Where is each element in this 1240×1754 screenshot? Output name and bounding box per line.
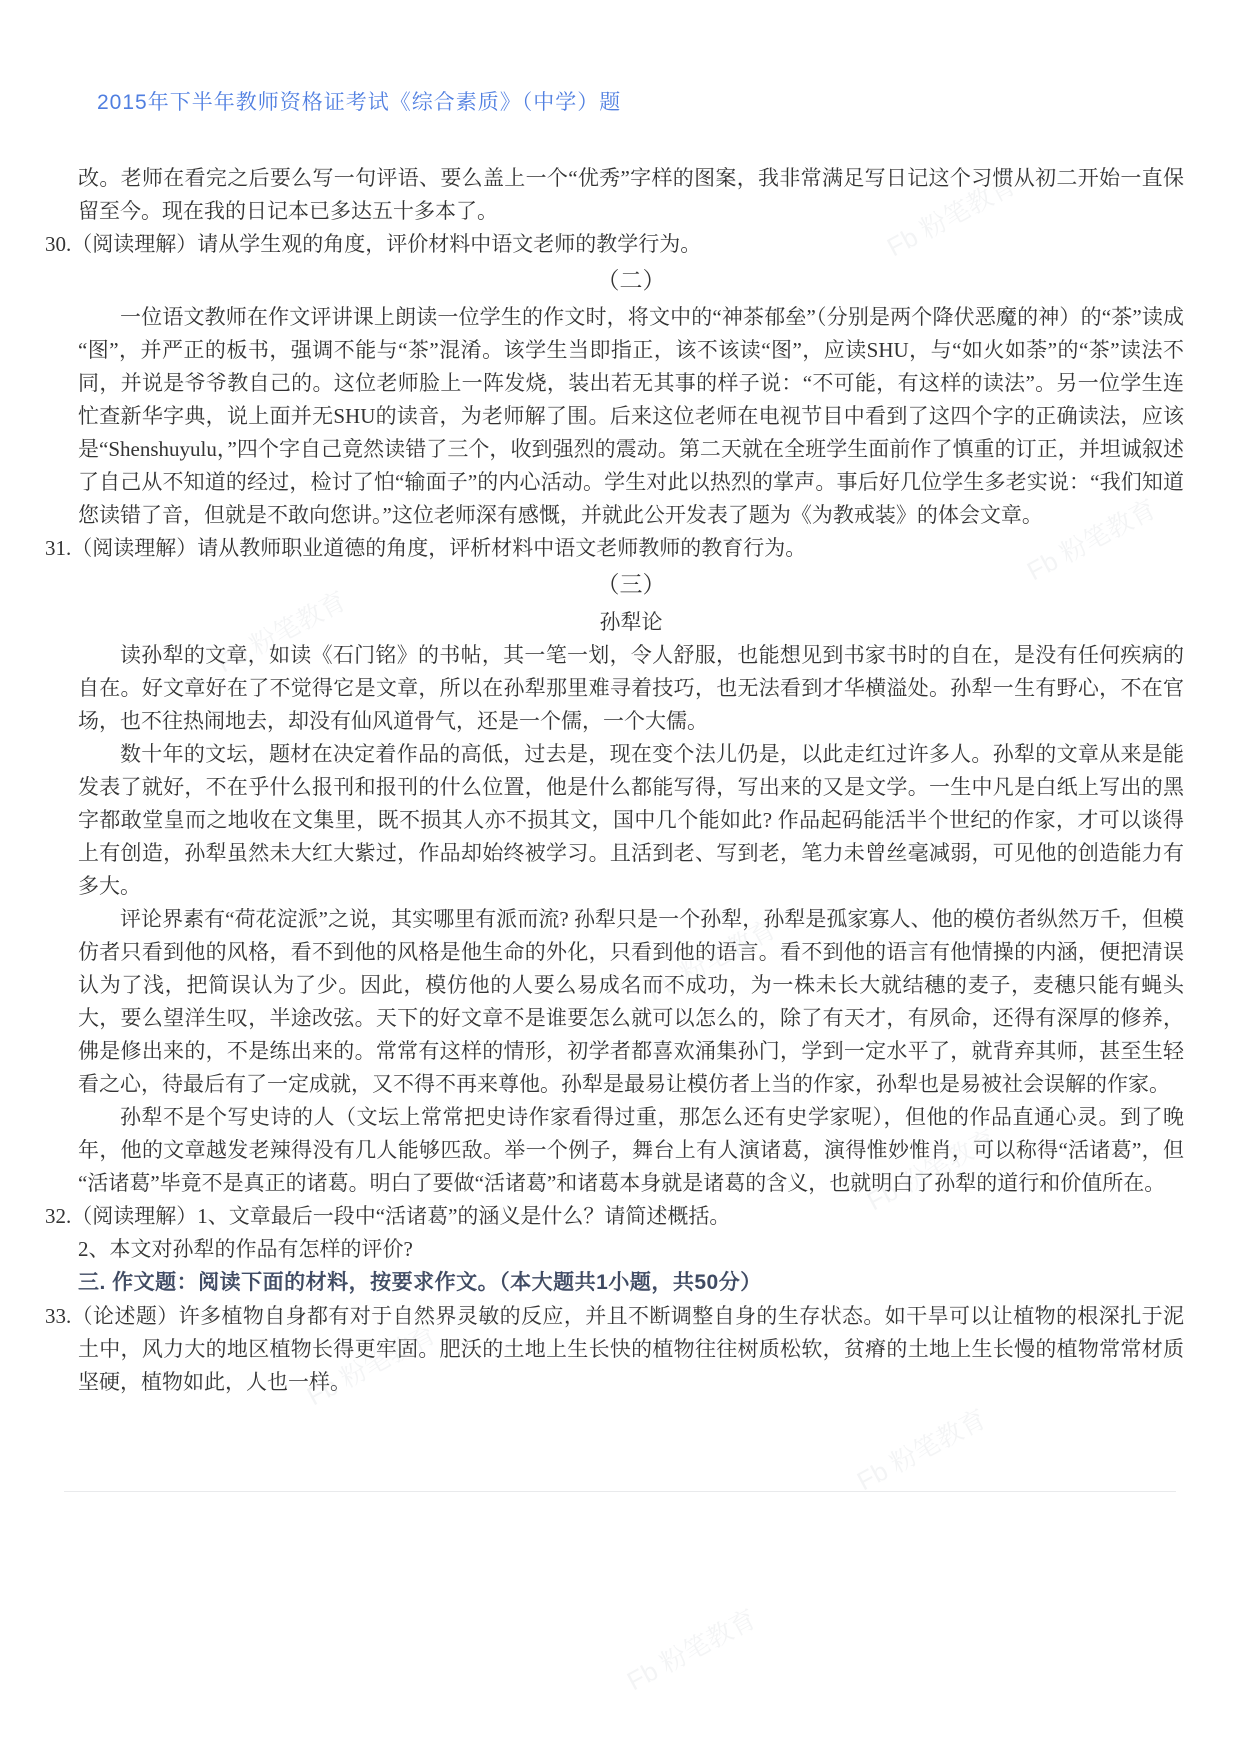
section-heading-3: （三）: [596, 572, 666, 597]
article-paragraph-4: 孙犁不是个写史诗的人（文坛上常常把史诗作家看得过重，那怎么还有史学家呢），但他的作品直通心灵。到了晚年，他的文章越发老辣得没有几人能够匹敌。举一个例子，舞台上有人演诸葛，演得惟妙惟肖，可以称得“活诸葛”，但“活诸葛”毕竟不是真正的诸葛。明白了要做“活诸葛”和诸葛本身就是诸葛的含义，也就明白了孙犁的道行和价值所在。: [78, 1105, 1184, 1195]
watermark: Fb 粉笔教育: [1021, 493, 1162, 587]
article-title: 孙犁论: [599, 610, 663, 634]
question-32-part-2: 2、本文对孙犁的作品有怎样的评价?: [78, 1237, 413, 1261]
section-heading-2: （二）: [596, 268, 666, 293]
watermark: Fb 粉笔教育: [211, 585, 352, 679]
continuation-paragraph: 改。老师在看完之后要么写一句评语、要么盖上一个“优秀”字样的图案，我非常满足写日记这个习惯从初二开始一直保留至今。现在我的日记本已多达五十多本了。: [78, 166, 1184, 223]
article-paragraph-1: 读孙犁的文章，如读《石门铭》的书帖，其一笔一划，令人舒服，也能想见到书家书时的自在，是没有任何疾病的自在。好文章好在了不觉得它是文章，所以在孙犁那里难寻着技巧，也无法看到才华横溢处。孙犁一生有野心，不在官场，也不往热闹地去，却没有仙风道骨气，还是一个儒，一个大儒。: [78, 643, 1184, 733]
page-bottom-divider: [64, 1491, 1176, 1492]
watermark: Fb 粉笔教育: [621, 1603, 762, 1697]
article-paragraph-2: 数十年的文坛，题材在决定着作品的高低，过去是，现在变个法儿仍是，以此走红过许多人。孙犁的文章从来是能发表了就好，不在乎什么报刊和报刊的什么位置，他是什么都能写得，写出来的又是文学。一生中凡是白纸上写出的黑字都敢堂皇而之地收在文集里，既不损其人亦不损其文，国中几个能如此? 作品起码能活半个世纪的作家，才可以谈得上有创造，孙犁虽然未大红大紫过，作品却始终被学习。且活到老、写到老，笔力未曾丝毫减弱，可见他的创造能力有多大。: [78, 742, 1184, 898]
essay-section-heading: 三. 作文题：阅读下面的材料，按要求作文。（本大题共1小题，共50分）: [78, 1271, 762, 1294]
watermark: Fb 粉笔教育: [301, 1318, 442, 1412]
article-paragraph-3: 评论界素有“荷花淀派”之说，其实哪里有派而流? 孙犁只是一个孙犁，孙犁是孤家寡人、他的模仿者纵然万千，但模仿者只看到他的风格，看不到他的风格是他生命的外化，只看到他的语言。看不到他的语言有他情操的内涵，便把清误认为了浅，把简误认为了少。因此，模仿他的人要么易成名而不成功，为一株未长大就结穗的麦子，麦穗只能有蝇头大，要么望洋生叹，半途改弦。天下的好文章不是谁要怎么就可以怎么的，除了有天才，有夙命，还得有深厚的修养，佛是修出来的，不是练出来的。常常有这样的情形，初学者都喜欢涌集孙门，学到一定水平了，就背弃其师，甚至生轻看之心，待最后有了一定成就，又不得不再来尊他。孙犁是最易让模仿者上当的作家，孙犁也是易被社会误解的作家。: [78, 907, 1184, 1096]
watermark: Fb 粉笔教育: [861, 1123, 1002, 1217]
watermark: Fb 粉笔教育: [881, 169, 1022, 263]
question-31: 31.（阅读理解）请从教师职业道德的角度，评析材料中语文老师教师的教育行为。: [45, 536, 807, 560]
question-30: 30.（阅读理解）请从学生观的角度，评价材料中语文老师的教学行为。: [45, 232, 702, 256]
watermark: Fb 粉笔教育: [851, 1403, 992, 1497]
question-33: 33.（论述题）许多植物自身都有对于自然界灵敏的反应，并且不断调整自身的生存状态。如干旱可以让植物的根深扎于泥土中，风力大的地区植物长得更牢固。肥沃的土地上生长快的植物往往树质松软，贫瘠的土地上生长慢的植物常常材质坚硬，植物如此，人也一样。: [45, 1304, 1184, 1394]
watermark: Fb 粉笔教育: [641, 913, 782, 1007]
document-title: 2015年下半年教师资格证考试《综合素质》（中学）题: [97, 91, 622, 114]
section-2-material-paragraph: 一位语文教师在作文评讲课上朗读一位学生的作文时，将文中的“神茶郁垒”（分别是两个降伏恶魔的神）的“茶”读成“图”，并严正的板书，强调不能与“茶”混淆。该学生当即指正，该不该读“图”，应读SHU，与“如火如荼”的“茶”读法不同，并说是爷爷教自己的。这位老师脸上一阵发烧，装出若无其事的样子说：“不可能，有这样的读法”。另一位学生连忙查新华字典，说上面并无SHU的读音，为老师解了围。后来这位老师在电视节目中看到了这四个字的正确读法，应该是“Shenshuyulu，”四个字自己竟然读错了三个，收到强烈的震动。第二天就在全班学生面前作了慎重的订正，并坦诚叙述了自己从不知道的经过，检讨了怕“输面子”的内心活动。学生对此以热烈的掌声。事后好几位学生多老实说：“我们知道您读错了音，但就是不敢向您讲。”这位老师深有感慨，并就此公开发表了题为《为教戒装》的体会文章。: [78, 305, 1184, 527]
document-body: [0, 116, 1240, 1399]
question-32: 32.（阅读理解）1、文章最后一段中“活诸葛”的涵义是什么？请简述概括。: [45, 1204, 731, 1228]
